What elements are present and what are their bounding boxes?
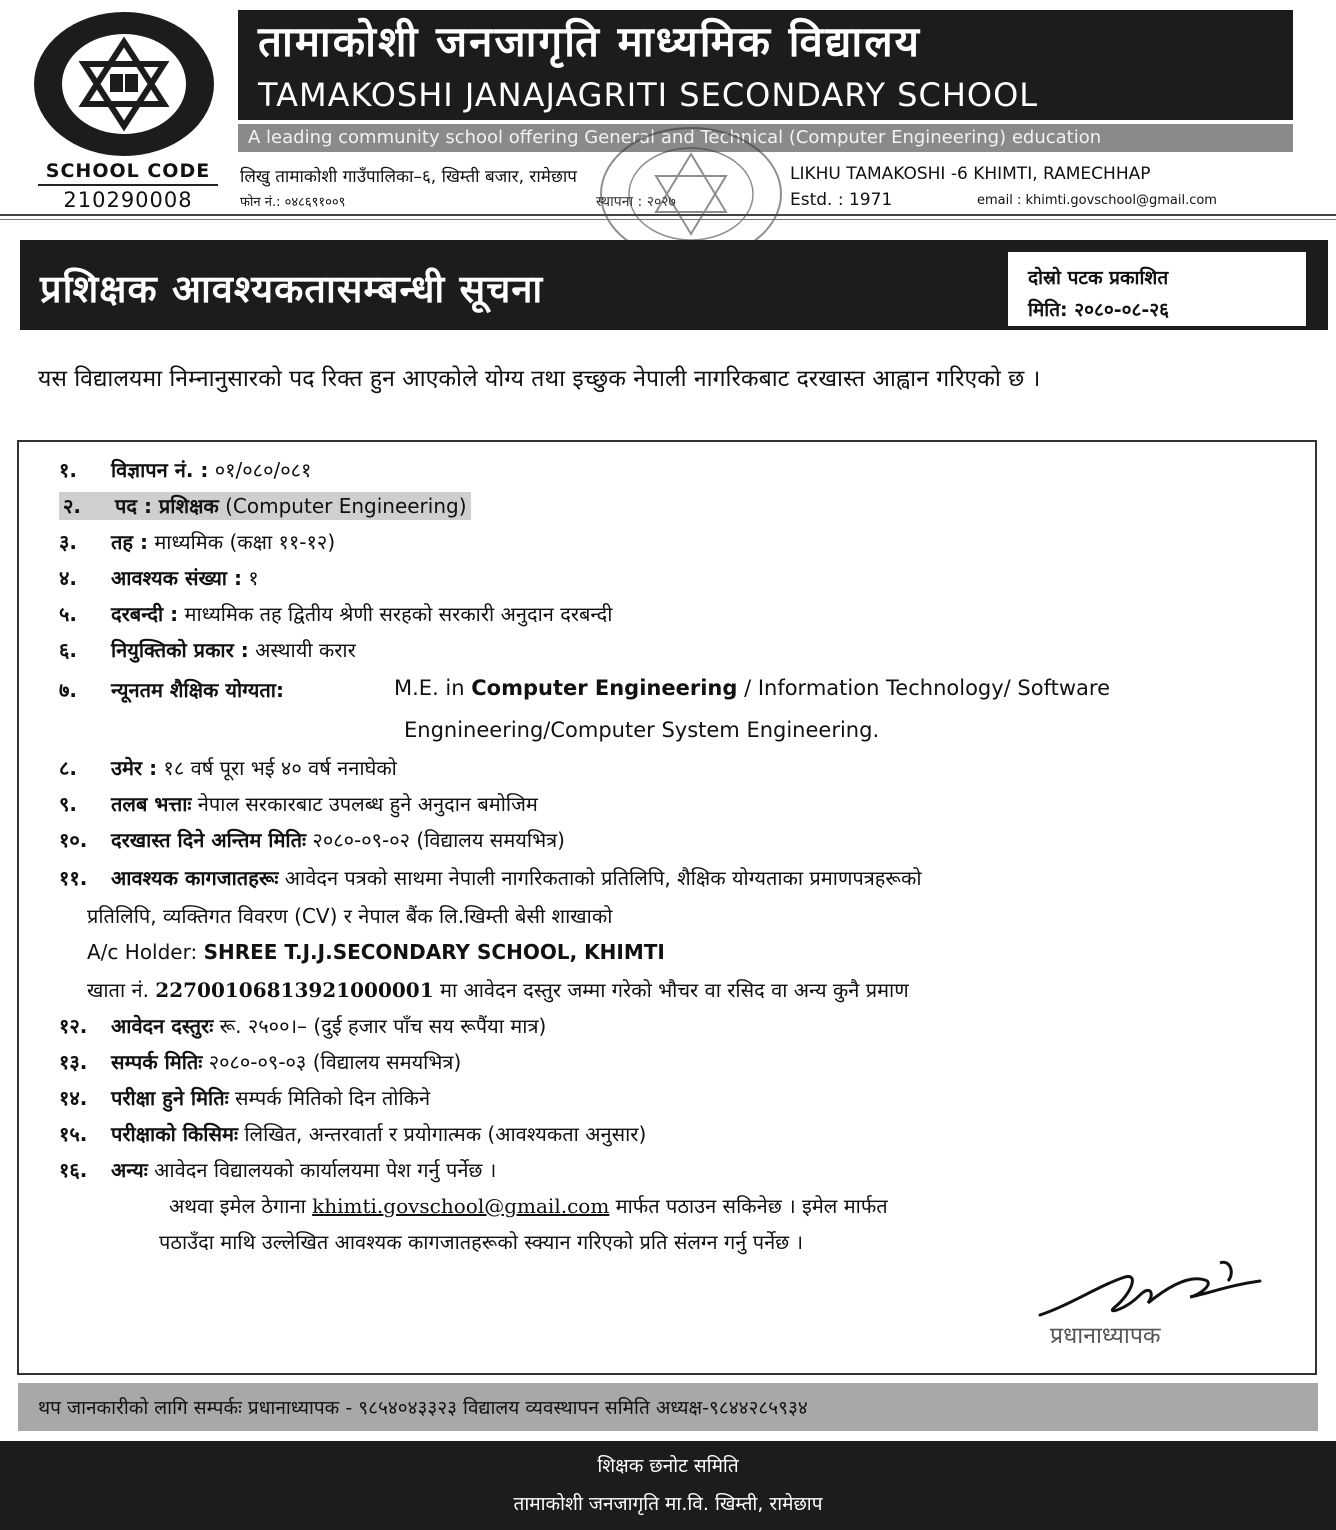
item-level: ३. तह : माध्यमिक (कक्षा ११-१२)	[59, 530, 336, 554]
item-ad-number: १. विज्ञापन नं. : ०१/०८०/०८१	[59, 458, 312, 482]
qualification-line-1: M.E. in Computer Engineering / Information Technology/ Software	[394, 676, 1111, 700]
item-age: ८. उमेर : १८ वर्ष पूरा भई ४० वर्ष ननाघेको	[59, 756, 397, 780]
established-en: Estd. : 1971	[790, 190, 893, 210]
intro-paragraph: यस विद्यालयमा निम्नानुसारको पद रिक्त हुन आएकोले योग्य तथा इच्छुक नेपाली नागरिकबाट दरखास्त आह्वान गरिएको छ ।	[38, 366, 1041, 392]
publication-status: दोस्रो पटक प्रकाशित	[1028, 267, 1169, 289]
other-line-3: पठाउँदा माथि उल्लेखित आवश्यक कागजातहरूको स्क्यान गरिएको प्रति संलग्न गर्नु पर्नेछ ।	[159, 1230, 804, 1254]
item-documents: ११. आवश्यक कागजातहरूः आवेदन पत्रको साथमा नेपाली नागरिकताको प्रतिलिपि, शैक्षिक योग्यताका प्रमाणपत्रहरूको	[59, 866, 922, 890]
position-highlight: २. पद : प्रशिक्षक (Computer Engineering)	[59, 492, 471, 520]
item-salary: ९. तलब भत्ताः नेपाल सरकारबाट उपलब्ध हुने अनुदान बमोजिम	[59, 792, 538, 816]
established-np: स्थापना : २०२७	[596, 194, 676, 210]
email-link[interactable]: khimti.govschool@gmail.com	[312, 1194, 610, 1218]
item-quota: ५. दरबन्दी : माध्यमिक तह द्वितीय श्रेणी सरहको सरकारी अनुदान दरबन्दी	[59, 602, 613, 626]
notice-title: प्रशिक्षक आवश्यकतासम्बन्धी सूचना	[40, 267, 544, 311]
details-box	[17, 440, 1317, 1375]
item-other: १६. अन्यः आवेदन विद्यालयको कार्यालयमा पेश गर्नु पर्नेछ ।	[59, 1158, 497, 1182]
school-name-en: TAMAKOSHI JANAJAGRITI SECONDARY SCHOOL	[258, 76, 1039, 114]
item-exam-type: १५. परीक्षाको किसिमः लिखित, अन्तरवार्ता र प्रयोगात्मक (आवश्यकता अनुसार)	[59, 1122, 647, 1146]
documents-account-number: खाता नं. 22700106813921000001 मा आवेदन दस्तुर जम्मा गरेको भौचर वा रसिद वा अन्य कुनै प्रमाण	[87, 978, 909, 1002]
school-code: 210290008	[63, 188, 193, 212]
signature-label: प्रधानाध्यापक	[1050, 1323, 1161, 1349]
documents-line-2: प्रतिलिपि, व्यक्तिगत विवरण (CV) र नेपाल बैंक लि.खिम्ती बेसी शाखाको	[87, 904, 613, 928]
footer-committee: शिक्षक छनोट समिति	[597, 1455, 739, 1477]
school-logo	[30, 8, 218, 160]
address-np: लिखु तामाकोशी गाउँपालिका–६, खिम्ती बजार, रामेछाप	[240, 167, 577, 187]
header-divider-thin	[0, 219, 1336, 220]
phone-np: फोन नं.: ०४८६९१००९	[240, 195, 346, 210]
item-appointment-type: ६. नियुक्तिको प्रकार : अस्थायी करार	[59, 638, 356, 662]
school-name-np: तामाकोशी जनजागृति माध्यमिक विद्यालय	[258, 17, 922, 66]
qualification-line-2: Engnineering/Computer System Engineering.	[404, 718, 880, 742]
item-exam-date: १४. परीक्षा हुने मितिः सम्पर्क मितिको दिन तोकिने	[59, 1086, 431, 1110]
item-fee: १२. आवेदन दस्तुरः रू. २५००।– (दुई हजार पाँच सय रूपैंया मात्र)	[59, 1014, 547, 1038]
header-divider	[0, 214, 1336, 216]
documents-account-holder: A/c Holder: SHREE T.J.J.SECONDARY SCHOOL, KHIMTI	[87, 940, 665, 964]
item-qualification: ७. न्यूनतम शैक्षिक योग्यता:	[59, 678, 284, 702]
contact-info: थप जानकारीको लागि सम्पर्कः प्रधानाध्यापक - ९८५४०४३३२३ विद्यालय व्यवस्थापन समिति अध्यक्ष-९८४४२८५९३४	[38, 1397, 808, 1419]
school-code-label: SCHOOL CODE	[38, 160, 218, 186]
address-en: LIKHU TAMAKOSHI -6 KHIMTI, RAMECHHAP	[790, 164, 1151, 184]
other-line-2: अथवा इमेल ठेगाना khimti.govschool@gmail.com मार्फत पठाउन सकिनेछ । इमेल मार्फत	[169, 1194, 888, 1218]
item-position	[59, 492, 471, 519]
item-required-count: ४. आवश्यक संख्या : १	[59, 566, 259, 590]
footer-school: तामाकोशी जनजागृति मा.वि. खिम्ती, रामेछाप	[513, 1493, 823, 1515]
school-tagline: A leading community school offering General and Technical (Computer Engineering) education	[248, 127, 1102, 148]
item-deadline: १०. दरखास्त दिने अन्तिम मितिः २०८०-०९-०२ (विद्यालय समयभित्र)	[59, 828, 565, 852]
header-email: email : khimti.govschool@gmail.com	[977, 193, 1217, 208]
publication-date: मिति: २०८०-०८-२६	[1028, 299, 1170, 321]
item-contact-date: १३. सम्पर्क मितिः २०८०-०९-०३ (विद्यालय समयभित्र)	[59, 1050, 462, 1074]
